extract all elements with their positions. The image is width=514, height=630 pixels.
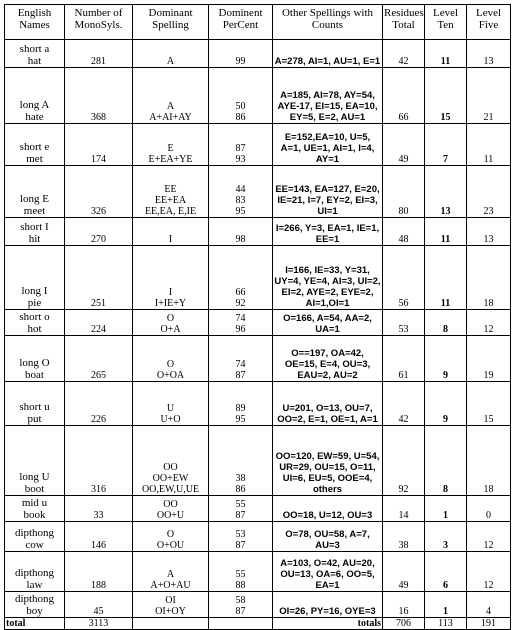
dominant-spelling: I: [168, 234, 173, 245]
dominant-spelling: OO: [163, 499, 178, 510]
dominant-percent: 95: [235, 414, 246, 425]
dominant-spelling: EE+EA: [154, 195, 187, 206]
other-spellings: O=166, A=54, AA=2, UA=1: [273, 310, 383, 336]
example-word: law: [26, 579, 43, 591]
dominant-spelling: A+AI+AY: [149, 112, 192, 123]
vowel-name-cell: [5, 68, 65, 124]
dominant-percent: 66: [235, 287, 246, 298]
dominant-percent: 86: [235, 112, 246, 123]
vowel-name-cell: [5, 246, 65, 310]
level-ten-count: 9: [425, 336, 467, 382]
dominant-percent: 98: [235, 234, 246, 245]
example-word: boot: [24, 483, 45, 495]
dominant-spelling-cell: [133, 552, 209, 592]
dominant-spelling: A+O+AU: [150, 580, 191, 591]
other-spellings: I=166, IE=33, Y=31, UY=4, YE=4, AI=3, UI=2, EI=2, AYE=2, EYE=2, AI=1,OI=1: [273, 246, 383, 310]
level-five-count: 0: [467, 496, 511, 522]
dominant-percent: 87: [235, 143, 246, 154]
dominant-spelling-cell: [133, 336, 209, 382]
level-ten-count: 15: [425, 68, 467, 124]
example-word: cow: [25, 539, 44, 551]
dominant-percent-cell: [209, 246, 273, 310]
residues-count: 49: [383, 552, 425, 592]
example-word: met: [26, 153, 43, 165]
dominant-spelling: OO+EW: [152, 473, 189, 484]
table-row: [5, 426, 511, 496]
residues-count: 92: [383, 426, 425, 496]
vowel-name: short u: [19, 401, 50, 413]
other-spellings: O==197, OA=42, OE=15, E=4, OU=3, EAU=2, AU=2: [273, 336, 383, 382]
table-row: [5, 40, 511, 68]
example-word: hate: [25, 111, 44, 123]
other-spellings: A=103, O=42, AU=20, OU=13, OA=6, OO=5, EA=1: [273, 552, 383, 592]
vowel-name: long I: [21, 285, 48, 297]
dominant-percent-cell: [209, 552, 273, 592]
dominant-spelling: OO+U: [156, 510, 185, 521]
header-level-ten: Level Ten: [425, 5, 467, 40]
other-spellings: A=278, AI=1, AU=1, E=1: [273, 40, 383, 68]
dominant-spelling-cell: [133, 522, 209, 552]
vowel-name-cell: [5, 552, 65, 592]
header-dominant-spelling: Dominant Spelling: [133, 5, 209, 40]
level-five-count: 15: [467, 382, 511, 426]
vowel-name-cell: [5, 592, 65, 618]
monosyl-count: 265: [65, 336, 133, 382]
level-five-count: 13: [467, 218, 511, 246]
vowel-name: short e: [19, 141, 50, 153]
vowel-spelling-table: [4, 4, 511, 630]
monosyl-count: 174: [65, 124, 133, 166]
other-spellings: O=78, OU=58, A=7, AU=3: [273, 522, 383, 552]
dominant-percent: 55: [235, 569, 246, 580]
example-word: put: [27, 413, 42, 425]
table-row: [5, 310, 511, 336]
dominant-spelling-cell: [133, 426, 209, 496]
table-row: [5, 336, 511, 382]
dominant-percent: 92: [235, 298, 246, 309]
dominant-spelling-cell: [133, 496, 209, 522]
vowel-name-cell: [5, 40, 65, 68]
dominant-spelling-cell: [133, 382, 209, 426]
other-spellings: EE=143, EA=127, E=20, IE=21, I=7, EY=2, EI=3, UI=1: [273, 166, 383, 218]
total-monosyls: 3113: [65, 618, 133, 630]
level-ten-count: 8: [425, 426, 467, 496]
dominant-spelling: O: [166, 529, 175, 540]
residues-count: 61: [383, 336, 425, 382]
dominant-spelling: O+OA: [156, 370, 185, 381]
other-spellings: A=185, AI=78, AY=54, AYE-17, EI=15, EA=10, EY=5, E=2, AU=1: [273, 68, 383, 124]
header-residues-total: Residues Total: [383, 5, 425, 40]
dominant-percent: 55: [235, 499, 246, 510]
monosyl-count: 368: [65, 68, 133, 124]
monosyl-count: 224: [65, 310, 133, 336]
level-five-count: 21: [467, 68, 511, 124]
dominant-spelling-cell: [133, 166, 209, 218]
residues-count: 49: [383, 124, 425, 166]
vowel-name-cell: [5, 336, 65, 382]
monosyl-count: 45: [65, 592, 133, 618]
totals-label: totals: [273, 618, 383, 630]
dominant-percent: 88: [235, 580, 246, 591]
table-row: [5, 382, 511, 426]
header-english-names: English Names: [5, 5, 65, 40]
dominant-percent: 89: [235, 403, 246, 414]
table-row: [5, 552, 511, 592]
table-row: [5, 68, 511, 124]
dominant-spelling: O+A: [160, 324, 181, 335]
dominant-percent: 99: [235, 56, 246, 67]
dominant-spelling: OO: [163, 462, 178, 473]
vowel-name: long U: [19, 471, 50, 483]
residues-count: 53: [383, 310, 425, 336]
example-word: hat: [27, 55, 42, 67]
header-other-spellings: Other Spellings with Counts: [273, 5, 383, 40]
level-five-count: 13: [467, 40, 511, 68]
dominant-percent-cell: [209, 426, 273, 496]
level-five-count: 19: [467, 336, 511, 382]
dominant-percent: 38: [235, 473, 246, 484]
other-spellings: E=152,EA=10, U=5, A=1, UE=1, AI=1, I=4, AY=1: [273, 124, 383, 166]
residues-count: 14: [383, 496, 425, 522]
dominant-percent: 87: [235, 606, 246, 617]
example-word: boat: [25, 369, 44, 381]
vowel-name-cell: [5, 310, 65, 336]
monosyl-count: 316: [65, 426, 133, 496]
vowel-name-cell: [5, 496, 65, 522]
dominant-spelling: I: [168, 287, 173, 298]
table-row: [5, 592, 511, 618]
residues-count: 80: [383, 166, 425, 218]
vowel-name-cell: [5, 218, 65, 246]
dominant-percent: 96: [235, 324, 246, 335]
residues-count: 56: [383, 246, 425, 310]
other-spellings: I=266, Y=3, EA=1, IE=1, EE=1: [273, 218, 383, 246]
dominant-percent: 50: [235, 101, 246, 112]
dominant-spelling-cell: [133, 310, 209, 336]
dominant-percent-cell: [209, 496, 273, 522]
dominant-spelling-cell: [133, 40, 209, 68]
level-five-count: 4: [467, 592, 511, 618]
level-ten-count: 1: [425, 592, 467, 618]
dominant-percent-cell: [209, 382, 273, 426]
dominant-percent: 44: [235, 184, 246, 195]
vowel-name-cell: [5, 522, 65, 552]
dominant-spelling: U+O: [160, 414, 181, 425]
dominant-spelling: EE,EA, E,IE: [144, 206, 197, 217]
dominant-spelling-cell: [133, 592, 209, 618]
dominant-percent-cell: [209, 522, 273, 552]
vowel-name: dipthong: [14, 593, 55, 605]
dominant-percent: 53: [235, 529, 246, 540]
monosyl-count: 188: [65, 552, 133, 592]
level-five-count: 18: [467, 426, 511, 496]
vowel-name: long A: [19, 99, 50, 111]
vowel-name: long E: [19, 193, 50, 205]
dominant-percent-cell: [209, 592, 273, 618]
dominant-spelling: E+EA+YE: [148, 154, 193, 165]
table-row: [5, 246, 511, 310]
dominant-spelling: O: [166, 359, 175, 370]
residues-total: 706: [383, 618, 425, 630]
dominant-percent-cell: [209, 40, 273, 68]
example-word: meet: [23, 205, 46, 217]
vowel-name: mid u: [21, 497, 48, 509]
vowel-name: short o: [19, 311, 50, 323]
vowel-name-cell: [5, 124, 65, 166]
vowel-name: dipthong: [14, 567, 55, 579]
dominant-percent: 86: [235, 484, 246, 495]
dominant-percent-cell: [209, 124, 273, 166]
header-level-five: Level Five: [467, 5, 511, 40]
level-ten-count: 8: [425, 310, 467, 336]
level-five-count: 11: [467, 124, 511, 166]
level-five-count: 18: [467, 246, 511, 310]
vowel-name: short a: [19, 43, 50, 55]
other-spellings: OO=18, U=12, OU=3: [273, 496, 383, 522]
table-row: [5, 218, 511, 246]
dominant-percent: 93: [235, 154, 246, 165]
monosyl-count: 226: [65, 382, 133, 426]
level-five-total: 191: [467, 618, 511, 630]
monosyl-count: 270: [65, 218, 133, 246]
dominant-spelling-cell: [133, 68, 209, 124]
header-number-monosyls: Number of MonoSyls.: [65, 5, 133, 40]
example-word: pie: [27, 297, 42, 309]
table-row: [5, 496, 511, 522]
residues-count: 66: [383, 68, 425, 124]
residues-count: 48: [383, 218, 425, 246]
dominant-spelling-cell: [133, 124, 209, 166]
example-word: hot: [27, 323, 42, 335]
monosyl-count: 146: [65, 522, 133, 552]
dominant-percent-cell: [209, 166, 273, 218]
dominant-spelling: O+OU: [156, 540, 185, 551]
vowel-name-cell: [5, 166, 65, 218]
level-ten-count: 3: [425, 522, 467, 552]
totals-row: [5, 618, 511, 630]
dominant-spelling: E: [167, 143, 174, 154]
dominant-spelling: I+IE+Y: [154, 298, 187, 309]
dominant-spelling: OI: [165, 595, 176, 606]
example-word: boy: [26, 605, 43, 617]
example-word: book: [23, 509, 46, 521]
dominant-percent: 87: [235, 510, 246, 521]
dominant-spelling-cell: [133, 218, 209, 246]
header-dominant-percent: Dominent PerCent: [209, 5, 273, 40]
dominant-spelling: A: [166, 56, 175, 67]
dominant-percent: 87: [235, 540, 246, 551]
table-row: [5, 522, 511, 552]
vowel-name: dipthong: [14, 527, 55, 539]
residues-count: 38: [383, 522, 425, 552]
dominant-percent: 58: [235, 595, 246, 606]
dominant-spelling: A: [166, 569, 175, 580]
level-five-count: 12: [467, 522, 511, 552]
other-spellings: OI=26, PY=16, OYE=3: [273, 592, 383, 618]
residues-count: 42: [383, 40, 425, 68]
dominant-spelling-cell: [133, 246, 209, 310]
residues-count: 42: [383, 382, 425, 426]
level-five-count: 12: [467, 310, 511, 336]
level-ten-count: 11: [425, 40, 467, 68]
vowel-name-cell: [5, 382, 65, 426]
monosyl-count: 33: [65, 496, 133, 522]
dominant-percent-cell: [209, 336, 273, 382]
example-word: hit: [28, 233, 41, 245]
dominant-spelling: A: [166, 101, 175, 112]
level-ten-count: 6: [425, 552, 467, 592]
monosyl-count: 281: [65, 40, 133, 68]
dominant-spelling: U: [166, 403, 175, 414]
vowel-name: short I: [20, 221, 49, 233]
other-spellings: OO=120, EW=59, U=54, UR=29, OU=15, O=11, UI=6, EU=5, OOE=4, others: [273, 426, 383, 496]
level-ten-count: 11: [425, 218, 467, 246]
dominant-percent-cell: [209, 218, 273, 246]
dominant-spelling: OO,EW,U,UE: [141, 484, 200, 495]
level-ten-total: 113: [425, 618, 467, 630]
dominant-percent: 87: [235, 370, 246, 381]
monosyl-count: 326: [65, 166, 133, 218]
dominant-percent-cell: [209, 310, 273, 336]
dominant-percent: 74: [235, 313, 246, 324]
dominant-percent: 83: [235, 195, 246, 206]
level-ten-count: 7: [425, 124, 467, 166]
level-ten-count: 9: [425, 382, 467, 426]
vowel-name: long O: [19, 357, 50, 369]
header-row: [5, 5, 511, 40]
monosyl-count: 251: [65, 246, 133, 310]
dominant-spelling: O: [166, 313, 175, 324]
vowel-name-cell: [5, 426, 65, 496]
dominant-percent: 95: [235, 206, 246, 217]
table-row: [5, 124, 511, 166]
dominant-spelling: OI+OY: [155, 606, 186, 617]
level-five-count: 23: [467, 166, 511, 218]
level-ten-count: 1: [425, 496, 467, 522]
level-ten-count: 11: [425, 246, 467, 310]
other-spellings: U=201, O=13, OU=7, OO=2, E=1, OE=1, A=1: [273, 382, 383, 426]
table-row: [5, 166, 511, 218]
dominant-percent-cell: [209, 68, 273, 124]
dominant-spelling: EE: [164, 184, 177, 195]
total-label: total: [5, 618, 65, 630]
dominant-percent: 74: [235, 359, 246, 370]
level-five-count: 12: [467, 552, 511, 592]
level-ten-count: 13: [425, 166, 467, 218]
residues-count: 16: [383, 592, 425, 618]
